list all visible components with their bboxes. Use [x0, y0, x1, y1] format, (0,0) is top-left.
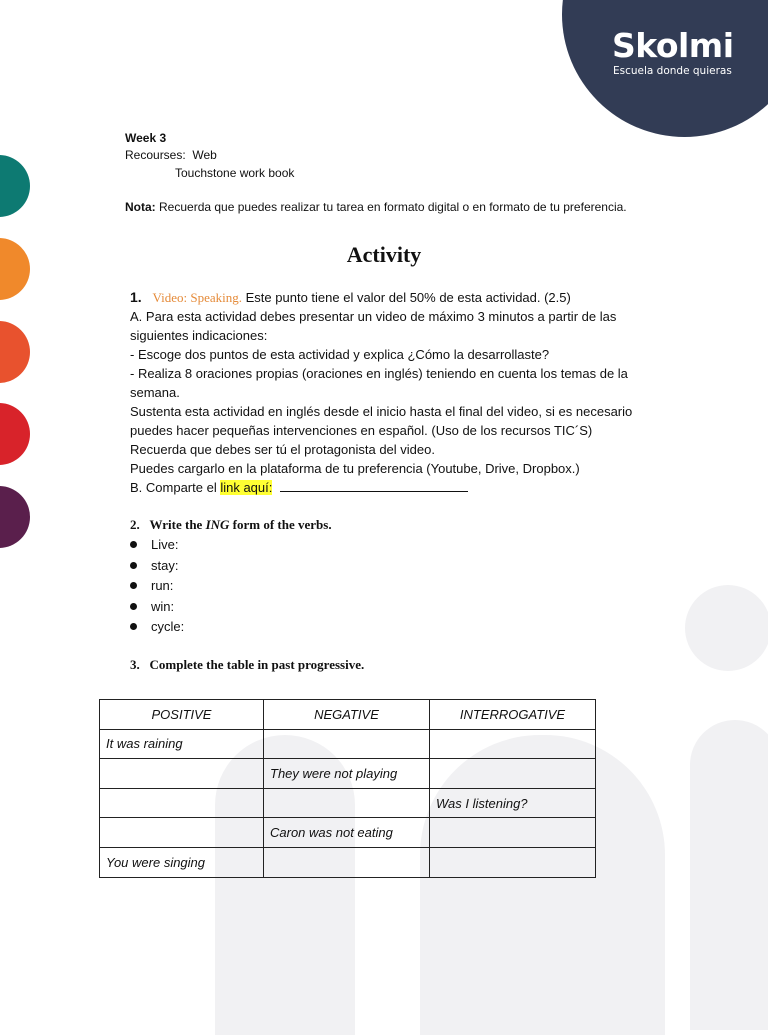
table-row	[100, 729, 596, 759]
verb-label: stay:	[151, 557, 179, 573]
q1-line: Recuerda que debes ser tú el protagonista del video.	[130, 442, 435, 457]
table-cell[interactable]	[264, 847, 430, 877]
q1-line: - Escoge dos puntos de esta actividad y explica ¿Cómo la desarrollaste?	[130, 347, 550, 362]
q2-title-pre: Write the	[149, 517, 206, 532]
bullet-icon	[130, 541, 137, 548]
q1-share-line	[130, 478, 632, 497]
table-cell[interactable]	[430, 729, 596, 759]
bullet-icon	[130, 562, 137, 569]
q1-line: Puedes cargarlo en la plataforma de tu preferencia (Youtube, Drive, Dropbox.)	[130, 461, 580, 476]
q1-heading	[130, 288, 571, 307]
table-cell[interactable]	[264, 729, 430, 759]
logo-wordmark: Skolmi	[612, 26, 734, 65]
table-cell[interactable]: Was I listening?	[430, 788, 596, 818]
link-answer-blank[interactable]	[280, 478, 468, 492]
list-item	[130, 597, 174, 616]
table-cell[interactable]: They were not playing	[264, 759, 430, 789]
q1-line: Sustenta esta actividad en inglés desde el inicio hasta el final del video, si es necesario	[130, 404, 633, 419]
q1-share-prefix: B. Comparte el	[130, 480, 221, 495]
q1-number: 1.	[130, 289, 142, 305]
table-cell[interactable]: Caron was not eating	[264, 818, 430, 848]
q1-share-link[interactable]: link aquí:	[220, 480, 273, 495]
table-cell[interactable]	[430, 847, 596, 877]
q1-value-text: Este punto tiene el valor del 50% de esta actividad. (2.5)	[245, 290, 571, 305]
verb-label: run:	[151, 578, 174, 593]
past-progressive-table	[99, 699, 596, 878]
q2-heading	[130, 515, 332, 534]
bullet-icon	[130, 582, 137, 589]
q3-number: 3.	[130, 657, 140, 672]
q1-title: Video: Speaking.	[152, 290, 243, 305]
list-item	[130, 576, 173, 595]
activity-title: Activity	[346, 242, 422, 267]
table-cell[interactable]: You were singing	[100, 847, 264, 877]
resources-workbook: Touchstone work book	[175, 166, 295, 180]
table-cell[interactable]: It was raining	[100, 729, 264, 759]
note-line	[125, 198, 627, 217]
column-header: POSITIVE	[100, 700, 264, 730]
bullet-icon	[130, 603, 137, 610]
table-cell[interactable]	[430, 759, 596, 789]
table-cell[interactable]	[100, 788, 264, 818]
list-item	[130, 556, 178, 575]
table-row	[100, 818, 596, 848]
table-row	[100, 759, 596, 789]
q1-line: - Realiza 8 oraciones propias (oraciones en inglés) teniendo en cuenta los temas de la	[130, 366, 628, 381]
verb-label: cycle:	[151, 619, 185, 634]
list-item	[130, 617, 184, 636]
verb-label: win:	[151, 598, 175, 614]
note-label: Nota:	[125, 200, 156, 214]
q1-body	[130, 307, 632, 497]
list-item	[130, 535, 178, 554]
week-label: Week 3	[125, 131, 167, 145]
resources-label: Recourses:	[125, 148, 186, 162]
resources-line	[125, 146, 217, 165]
bullet-icon	[130, 623, 137, 630]
q1-line: semana.	[130, 385, 180, 400]
q3-title: Complete the table in past progressive.	[149, 657, 365, 672]
note-text: Recuerda que puedes realizar tu tarea en formato digital o en formato de tu preferencia.	[159, 200, 627, 214]
table-cell[interactable]	[264, 788, 430, 818]
verb-label: Live:	[151, 537, 179, 552]
table-row	[100, 788, 596, 818]
table-cell[interactable]	[430, 818, 596, 848]
q2-title-post: form of the verbs.	[229, 517, 332, 532]
q2-title-em: ING	[205, 517, 230, 532]
logo-tagline: Escuela donde quieras	[613, 65, 732, 77]
q2-number: 2.	[130, 517, 140, 532]
table-cell[interactable]	[100, 759, 264, 789]
table-cell[interactable]	[100, 818, 264, 848]
resources-web: Web	[192, 148, 217, 162]
table-header-row	[100, 700, 596, 730]
column-header: INTERROGATIVE	[430, 700, 596, 730]
column-header: NEGATIVE	[264, 700, 430, 730]
table-row	[100, 847, 596, 877]
q1-line: siguientes indicaciones:	[130, 328, 268, 343]
q1-line: puedes hacer pequeñas intervenciones en español. (Uso de los recursos TIC´S)	[130, 423, 593, 438]
q3-heading	[130, 655, 364, 674]
q1-line: A. Para esta actividad debes presentar un video de máximo 3 minutos a partir de las	[130, 309, 617, 324]
